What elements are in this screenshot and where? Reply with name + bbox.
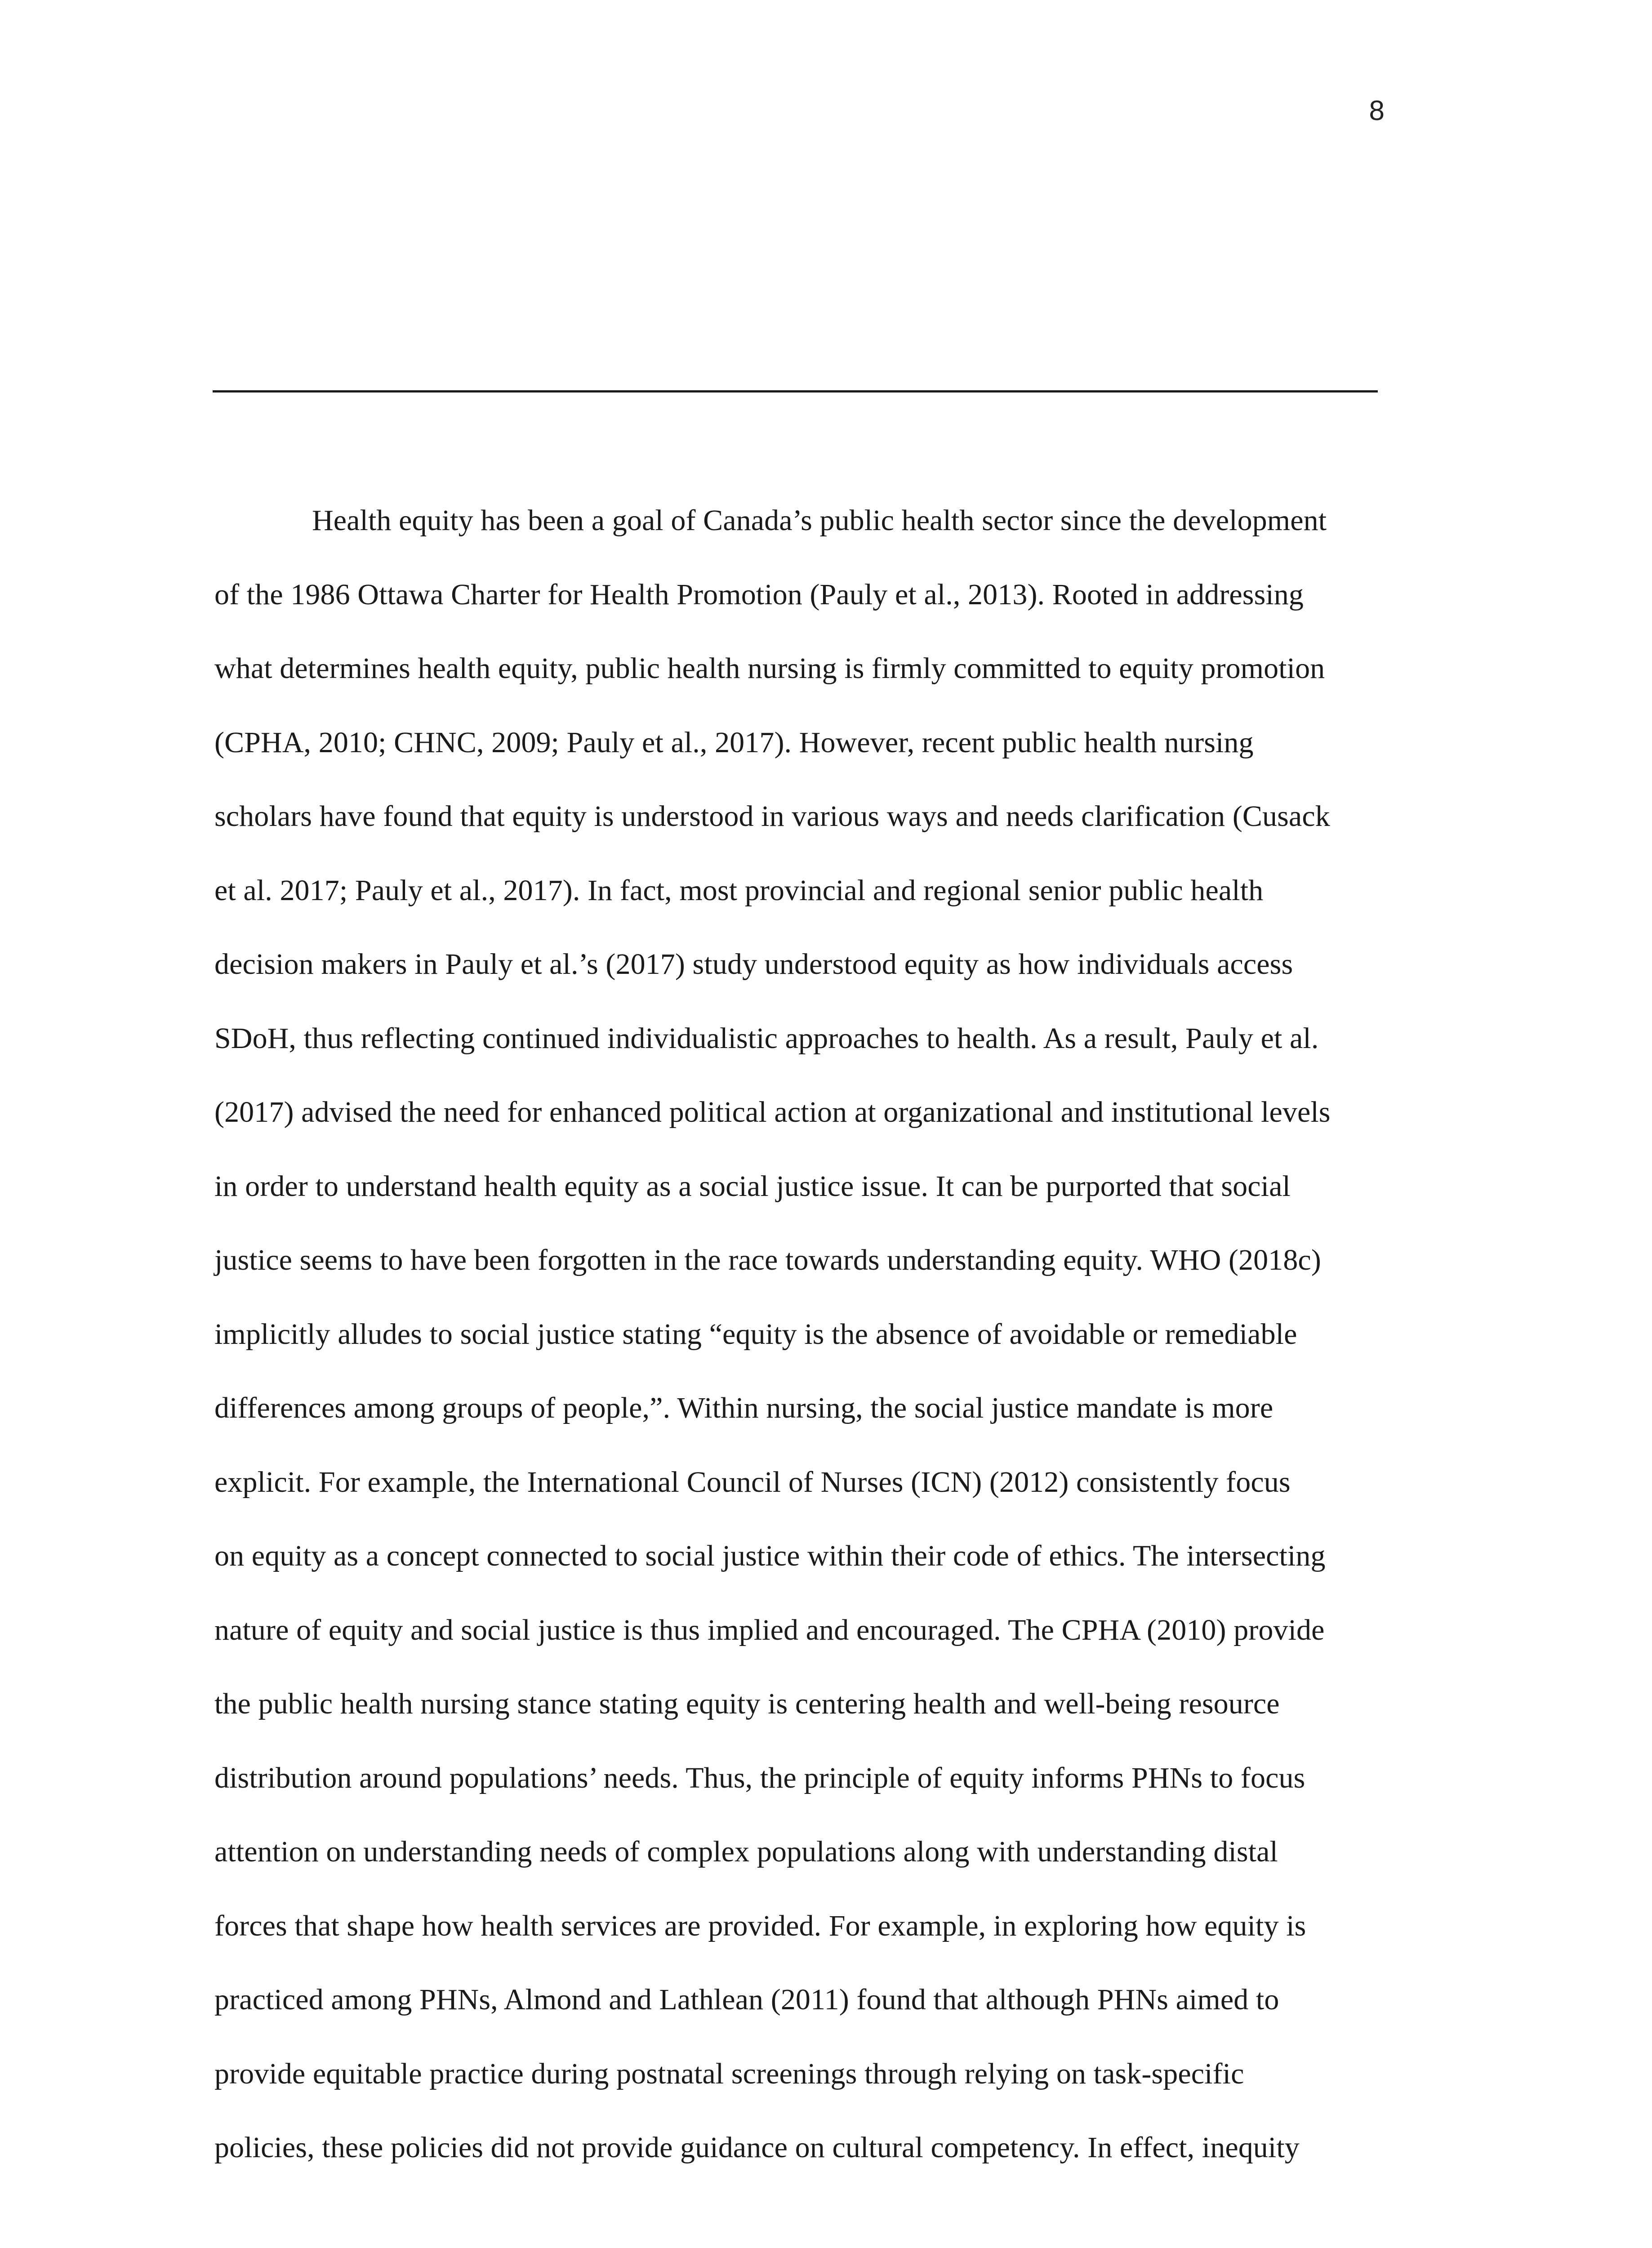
paragraph-line: Health equity has been a goal of Canada’s public health sector since the development [312, 504, 1327, 537]
paragraph-line: (2017) advised the need for enhanced political action at organizational and institutional levels [214, 1096, 1331, 1128]
paragraph-line: practiced among PHNs, Almond and Lathlean (2011) found that although PHNs aimed to [214, 1983, 1279, 2016]
paragraph-line: provide equitable practice during postnatal screenings through relying on task-specific [214, 2057, 1244, 2090]
paragraph-line: scholars have found that equity is understood in various ways and needs clarification (Cusack [214, 800, 1330, 833]
paragraph-line: SDoH, thus reflecting continued individualistic approaches to health. As a result, Pauly et al. [214, 1021, 1319, 1055]
paragraph-line: policies, these policies did not provide guidance on cultural competency. In effect, inequity [214, 2131, 1300, 2164]
paragraph-line: forces that shape how health services are provided. For example, in exploring how equity is [214, 1909, 1306, 1942]
paragraph-line: nature of equity and social justice is thus implied and encouraged. The CPHA (2010) provide [214, 1613, 1325, 1646]
paragraph-line: in order to understand health equity as a social justice issue. It can be purported that social [214, 1169, 1291, 1203]
paragraph-line: differences among groups of people,”. Within nursing, the social justice mandate is more [214, 1392, 1274, 1424]
paragraph-line: decision makers in Pauly et al.’s (2017) study understood equity as how individuals access [214, 948, 1293, 981]
paragraph-line: explicit. For example, the International Council of Nurses (ICN) (2012) consistently focus [214, 1465, 1291, 1499]
paragraph-line: the public health nursing stance stating equity is centering health and well-being resource [214, 1687, 1280, 1720]
paragraph-line: on equity as a concept connected to social justice within their code of ethics. The intersecting [214, 1539, 1326, 1572]
paragraph-line: et al. 2017; Pauly et al., 2017). In fact, most provincial and regional senior public health [214, 874, 1264, 907]
paragraph-line: justice seems to have been forgotten in the race towards understanding equity. WHO (2018c) [214, 1244, 1321, 1276]
paragraph-line: implicitly alludes to social justice stating “equity is the absence of avoidable or remediable [214, 1317, 1297, 1351]
horizontal-rule [213, 390, 1378, 393]
paragraph-line: attention on understanding needs of complex populations along with understanding distal [214, 1835, 1278, 1868]
paragraph-line: (CPHA, 2010; CHNC, 2009; Pauly et al., 2017). However, recent public health nursing [214, 726, 1254, 759]
body-paragraph [214, 503, 1455, 2204]
page-number: 8 [1369, 95, 1385, 126]
paragraph-line: what determines health equity, public health nursing is firmly committed to equity promotion [214, 652, 1325, 685]
paragraph-line: of the 1986 Ottawa Charter for Health Promotion (Pauly et al., 2013). Rooted in addressing [214, 578, 1304, 611]
paragraph-line: distribution around populations’ needs. Thus, the principle of equity informs PHNs to focus [214, 1761, 1305, 1794]
